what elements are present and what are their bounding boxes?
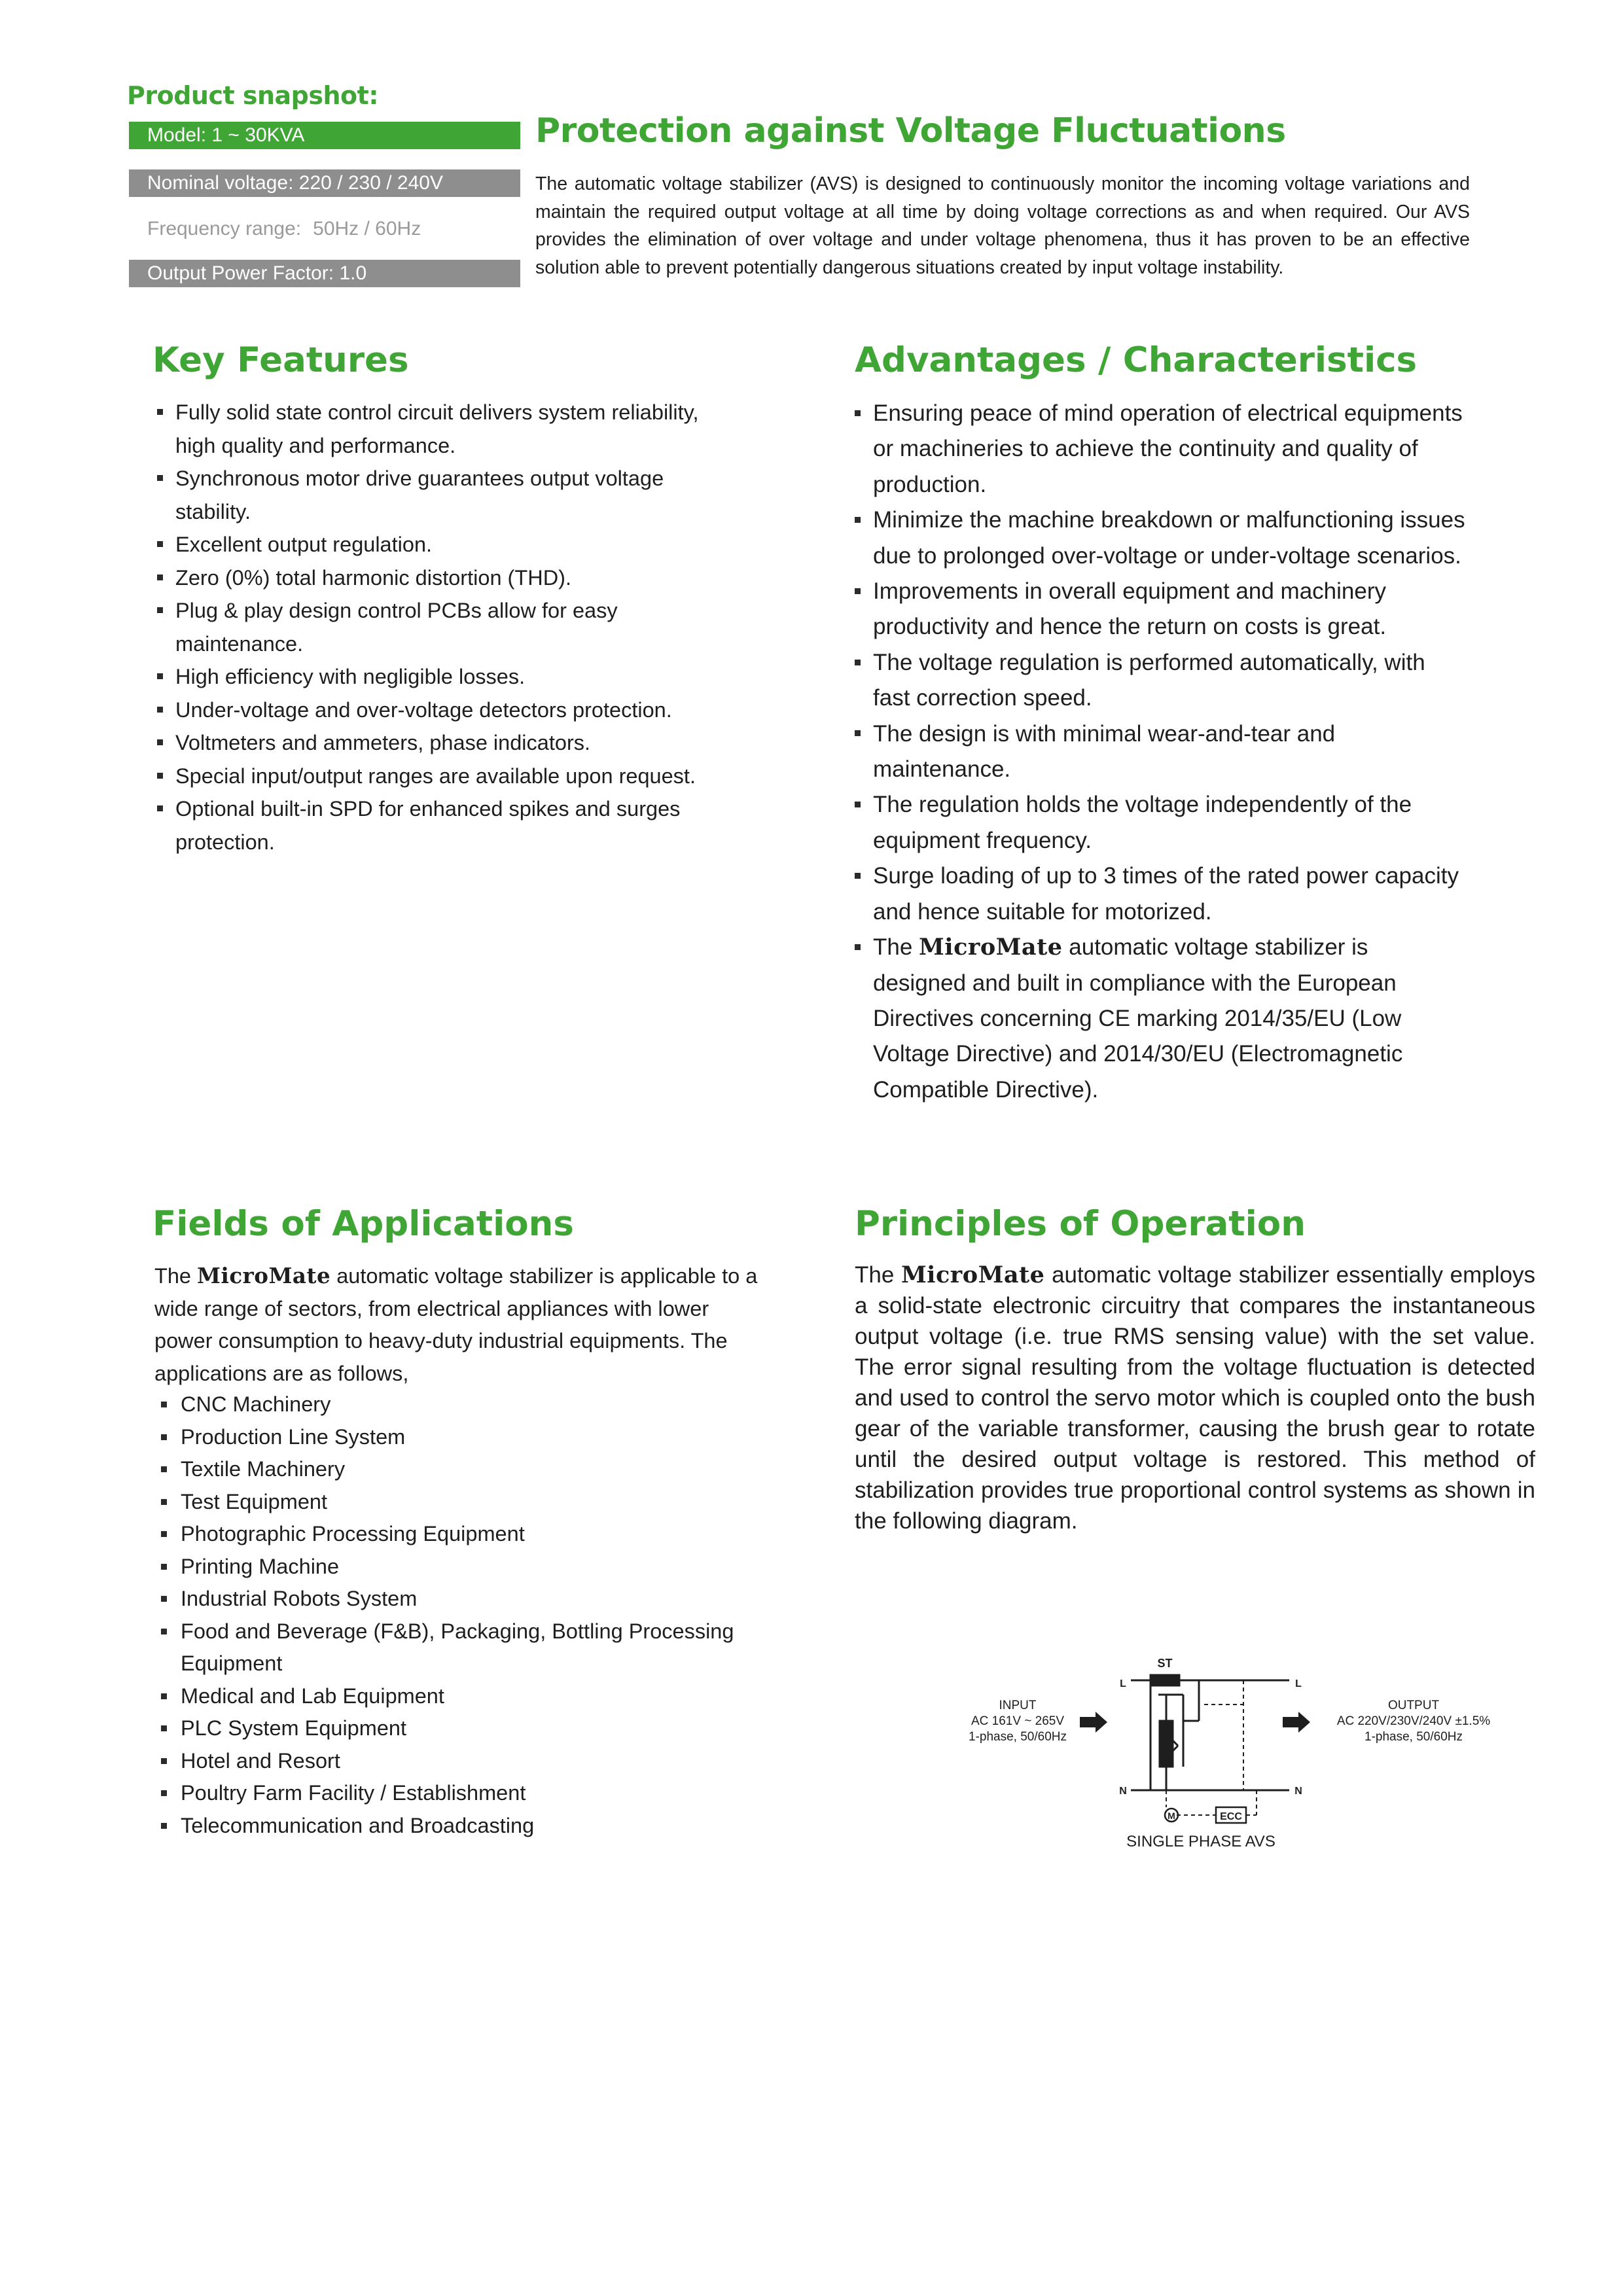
input-title: INPUT: [999, 1699, 1037, 1712]
list-item: CNC Machinery: [158, 1388, 813, 1421]
list-item: Surge loading of up to 3 times of the rated power capacity and hence suitable for motorized.: [852, 858, 1467, 930]
compliance-prefix: The: [873, 934, 913, 961]
list-item: Textile Machinery: [158, 1453, 813, 1486]
fields-list: [158, 1388, 813, 1842]
list-item: Medical and Lab Equipment: [158, 1680, 813, 1713]
circuit-schematic: [1131, 1675, 1289, 1823]
list-item: Fully solid state control circuit delivers system reliability, high quality and performance.: [154, 396, 704, 462]
key-features-heading: Key Features: [152, 340, 409, 380]
l-in-label: L: [1120, 1678, 1126, 1689]
list-item-compliance: [852, 930, 1467, 1108]
fields-intro: [154, 1260, 770, 1390]
list-item: Improvements in overall equipment and machinery productivity and hence the return on costs is great.: [852, 574, 1467, 645]
list-item: Plug & play design control PCBs allow for easy maintenance.: [154, 594, 704, 660]
input-arrow-icon: [1080, 1712, 1107, 1733]
fields-intro-text: automatic voltage stabilizer is applicable to a wide range of sectors, from electrical appliances with lower power consumption to heavy-duty industrial equipments. The applications are as follows,: [154, 1264, 758, 1385]
input-range: AC 161V ~ 265V: [971, 1714, 1065, 1728]
spec-frequency-label: Frequency range:: [147, 218, 302, 239]
protection-heading: Protection against Voltage Fluctuations: [535, 111, 1286, 150]
principles-body: [855, 1260, 1535, 1536]
list-item: Synchronous motor drive guarantees output voltage stability.: [154, 462, 704, 528]
protection-body: The automatic voltage stabilizer (AVS) is designed to continuously monitor the incoming voltage variations and maintain the required output voltage at all time by doing voltage corrections as and when required. Our AVS provides the elimination of over voltage and under voltage phenomena, thus it has proven to be an effective solution able to prevent potentially dangerous situations created by input voltage instability.: [535, 173, 1470, 278]
l-out-label: L: [1295, 1678, 1302, 1689]
st-label: ST: [1157, 1657, 1173, 1670]
list-item: Poultry Farm Facility / Establishment: [158, 1777, 813, 1810]
output-phase: 1-phase, 50/60Hz: [1364, 1730, 1463, 1744]
list-item: The design is with minimal wear-and-tear and maintenance.: [852, 716, 1467, 788]
brand-name: MicroMate: [919, 934, 1063, 961]
list-item: Printing Machine: [158, 1551, 813, 1583]
list-item: Under-voltage and over-voltage detectors protection.: [154, 694, 704, 727]
list-item: Ensuring peace of mind operation of electrical equipments or machineries to achieve the continuity and quality of production.: [852, 396, 1467, 503]
single-phase-avs-diagram: [955, 1636, 1531, 1852]
snapshot-title: Product snapshot:: [127, 81, 379, 110]
list-item: The voltage regulation is performed automatically, with fast correction speed.: [852, 645, 1467, 716]
advantages-list: [852, 396, 1467, 1108]
list-item: Photographic Processing Equipment: [158, 1518, 813, 1551]
motor-label: M: [1168, 1810, 1175, 1821]
list-item: Food and Beverage (F&B), Packaging, Bottling Processing Equipment: [158, 1616, 796, 1680]
key-features-list: [154, 396, 704, 858]
n-out-label: N: [1294, 1786, 1302, 1797]
brand-name: MicroMate: [197, 1263, 331, 1288]
list-item: Special input/output ranges are available upon request.: [154, 760, 704, 793]
n-in-label: N: [1119, 1786, 1127, 1797]
spec-nominal-voltage: Nominal voltage: 220 / 230 / 240V: [129, 169, 520, 197]
principles-text: automatic voltage stabilizer essentially employs a solid-state electronic circuitry that compares the instantaneous output voltage (i.e. true RMS sensing value) with the set value. The error signal resulting from the voltage fluctuation is detected and used to control the servo motor which is coupled onto the bush gear of the variable transformer, causing the brush gear to rotate until the desired output voltage is restored. This method of stabilization provides true proportional control systems as shown in the following diagram.: [855, 1262, 1535, 1534]
list-item: High efficiency with negligible losses.: [154, 660, 704, 694]
principles-heading: Principles of Operation: [855, 1204, 1306, 1244]
output-title: OUTPUT: [1387, 1699, 1440, 1712]
brand-name: MicroMate: [901, 1262, 1045, 1288]
fields-heading: Fields of Applications: [152, 1204, 574, 1244]
spec-frequency: [129, 213, 520, 245]
list-item: Voltmeters and ammeters, phase indicators.: [154, 726, 704, 760]
list-item: Hotel and Resort: [158, 1745, 813, 1778]
ecc-label: ECC: [1220, 1811, 1242, 1822]
list-item: PLC System Equipment: [158, 1712, 813, 1745]
principles-prefix: The: [855, 1262, 895, 1288]
list-item: Zero (0%) total harmonic distortion (THD).: [154, 561, 704, 595]
compliance-text: automatic voltage stabilizer is designed and built in compliance with the European Directives concerning CE marking 2014/35/EU (Low Voltage Directive) and 2014/30/EU (Electromagnetic Compatible Directive).: [873, 934, 1403, 1103]
input-phase: 1-phase, 50/60Hz: [969, 1730, 1067, 1744]
list-item: Production Line System: [158, 1421, 813, 1454]
output-arrow-icon: [1283, 1712, 1310, 1733]
spec-frequency-value: 50Hz / 60Hz: [313, 218, 421, 239]
list-item: Industrial Robots System: [158, 1583, 813, 1616]
list-item: Test Equipment: [158, 1486, 813, 1519]
list-item: Telecommunication and Broadcasting: [158, 1810, 813, 1843]
list-item: The regulation holds the voltage independently of the equipment frequency.: [852, 787, 1467, 858]
advantages-heading: Advantages / Characteristics: [855, 340, 1418, 380]
fields-intro-prefix: The: [154, 1264, 192, 1288]
spec-power-factor: Output Power Factor: 1.0: [129, 260, 520, 287]
list-item: Minimize the machine breakdown or malfunctioning issues due to prolonged over-voltage or under-voltage scenarios.: [852, 503, 1467, 574]
output-range: AC 220V/230V/240V ±1.5%: [1336, 1714, 1491, 1728]
list-item: Excellent output regulation.: [154, 528, 704, 561]
list-item: Optional built-in SPD for enhanced spikes and surges protection.: [154, 792, 704, 858]
diagram-caption: SINGLE PHASE AVS: [1126, 1833, 1275, 1850]
spec-model: Model: 1 ~ 30KVA: [129, 122, 520, 149]
